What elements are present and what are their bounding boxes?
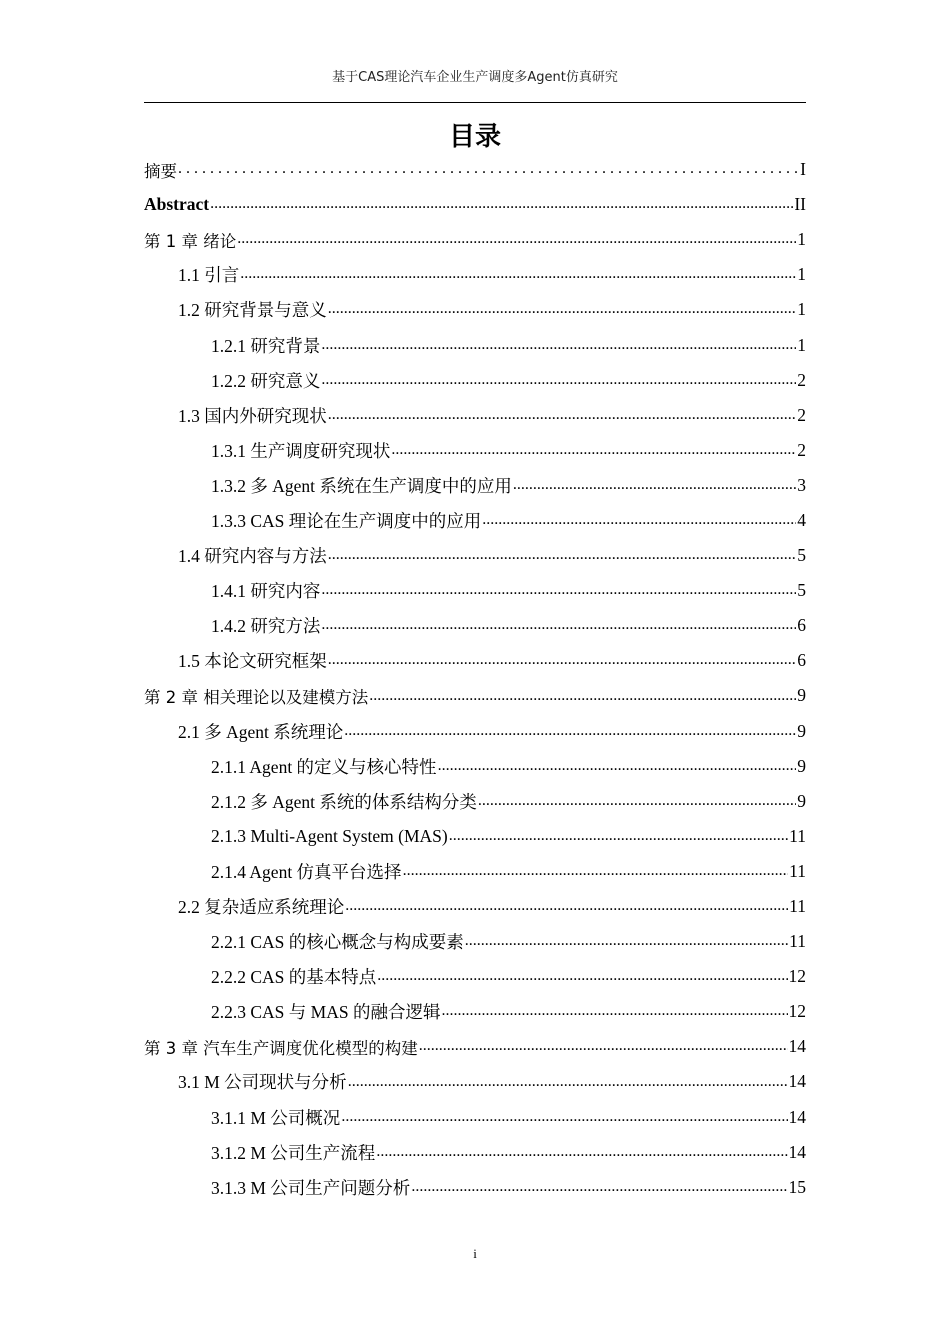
toc-entry-page-number: 11 [789, 896, 806, 917]
toc-entry[interactable] [144, 327, 806, 362]
toc-entry[interactable] [144, 187, 806, 222]
toc-entry[interactable] [144, 152, 806, 187]
toc-entry-page-number: 1 [797, 264, 806, 285]
toc-entry[interactable] [144, 784, 806, 819]
dot-leader [210, 192, 793, 222]
toc-entry-page-number: I [800, 159, 806, 180]
dot-leader [328, 297, 797, 327]
dot-leader [377, 964, 787, 994]
toc-entry-label: 2.1.2 多 Agent 系统的体系结构分类 [211, 791, 477, 812]
toc-entry[interactable] [144, 573, 806, 608]
toc-entry[interactable] [144, 924, 806, 959]
toc-entry[interactable] [144, 819, 806, 854]
dot-leader [411, 1175, 787, 1205]
toc-entry[interactable] [144, 889, 806, 924]
toc-entry-page-number: 1 [797, 299, 806, 320]
toc-entry-page-number: 5 [797, 545, 806, 566]
toc-entry-page-number: 14 [788, 1071, 806, 1092]
toc-entry-label: 3.1.3 M 公司生产问题分析 [211, 1177, 411, 1198]
toc-entry-label: 第 1 章 绪论 [144, 231, 237, 251]
toc-entry[interactable] [144, 1029, 806, 1064]
dot-leader [341, 1105, 787, 1135]
toc-entry-label: 1.5 本论文研究框架 [178, 651, 327, 672]
toc-entry-page-number: 1 [797, 334, 806, 355]
running-header: 基于CAS理论汽车企业生产调度多Agent仿真研究 [332, 70, 618, 85]
toc-entry-page-number: 2 [797, 404, 806, 425]
toc-entry[interactable] [144, 1100, 806, 1135]
toc-entry-label: 1.3.2 多 Agent 系统在生产调度中的应用 [211, 475, 512, 496]
dot-leader [449, 824, 788, 854]
toc-entry-page-number: 2 [797, 439, 806, 460]
dot-leader [240, 262, 796, 292]
dot-leader [478, 789, 796, 819]
toc-entry-label: 2.2.1 CAS 的核心概念与构成要素 [211, 932, 464, 953]
dot-leader [345, 894, 788, 924]
toc-entry-label: 1.4.1 研究内容 [211, 581, 321, 602]
toc-entry-page-number: 12 [788, 1001, 806, 1022]
toc-entry-label: 摘要 [144, 161, 177, 181]
dot-leader [344, 719, 796, 749]
dot-leader [376, 1140, 787, 1170]
toc-entry-label: 3.1.1 M 公司概况 [211, 1107, 341, 1128]
toc-entry-label: 1.3.3 CAS 理论在生产调度中的应用 [211, 510, 482, 531]
toc-entry[interactable] [144, 222, 806, 257]
toc-entry-page-number: 9 [797, 720, 806, 741]
toc-entry-label: 1.3 国内外研究现状 [178, 405, 327, 426]
toc-entry-page-number: 14 [788, 1141, 806, 1162]
toc-entry-label: 3.1 M 公司现状与分析 [178, 1072, 347, 1093]
toc-entry[interactable] [144, 538, 806, 573]
toc-entry-page-number: 14 [788, 1036, 806, 1057]
toc-entry-label: 2.2.3 CAS 与 MAS 的融合逻辑 [211, 1002, 441, 1023]
toc-entry[interactable] [144, 292, 806, 327]
dot-leader [321, 368, 796, 398]
toc-entry[interactable] [144, 1135, 806, 1170]
toc-entry-page-number: 2 [797, 369, 806, 390]
toc-entry-page-number: 6 [797, 615, 806, 636]
dot-leader [328, 648, 797, 678]
toc-entry-label: 2.1 多 Agent 系统理论 [178, 721, 344, 742]
toc-entry[interactable] [144, 503, 806, 538]
toc-entry[interactable] [144, 749, 806, 784]
dot-leader [391, 438, 796, 468]
toc-entry-label: 3.1.2 M 公司生产流程 [211, 1142, 376, 1163]
toc-entry-page-number: 9 [797, 790, 806, 811]
dot-leader [328, 543, 797, 573]
toc-entry-label: 2.1.4 Agent 仿真平台选择 [211, 861, 402, 882]
toc-entry-label: 1.4 研究内容与方法 [178, 546, 327, 567]
toc-entry-page-number: 4 [797, 509, 806, 530]
toc-entry-label: 第 3 章 汽车生产调度优化模型的构建 [144, 1038, 418, 1058]
toc-entry-label: 2.1.3 Multi-Agent System (MAS) [211, 825, 448, 846]
toc-entry[interactable] [144, 433, 806, 468]
dot-leader [438, 754, 797, 784]
toc-entry-label: 1.3.1 生产调度研究现状 [211, 440, 391, 461]
page-number: i [473, 1246, 477, 1261]
toc-entry[interactable] [144, 398, 806, 433]
toc-entry[interactable] [144, 854, 806, 889]
dot-leader [403, 859, 789, 889]
dot-leader [369, 684, 796, 714]
toc-entry-page-number: 12 [788, 966, 806, 987]
header-rule [144, 102, 806, 103]
toc-entry[interactable] [144, 714, 806, 749]
toc-entry[interactable] [144, 257, 806, 292]
toc-entry[interactable] [144, 363, 806, 398]
dot-leader [321, 613, 796, 643]
toc-entry-page-number: 9 [797, 755, 806, 776]
dot-leader [465, 929, 788, 959]
toc-entry-page-number: 14 [788, 1106, 806, 1127]
toc-entry[interactable] [144, 994, 806, 1029]
dot-leader [328, 403, 797, 433]
toc-entry-label: 2.2 复杂适应系统理论 [178, 897, 345, 918]
toc-entry-page-number: II [794, 194, 806, 215]
dot-leader [321, 578, 796, 608]
toc-entry[interactable] [144, 959, 806, 994]
page-title: 目录 [448, 122, 501, 152]
dot-leader [237, 227, 796, 257]
dot-leader [348, 1070, 788, 1100]
toc-entry-label: 1.1 引言 [178, 265, 240, 286]
toc-entry-page-number: 3 [797, 474, 806, 495]
toc-entry-page-number: 5 [797, 580, 806, 601]
toc-entry[interactable] [144, 643, 806, 678]
toc-entry-page-number: 11 [789, 860, 806, 881]
dot-leader [419, 1034, 788, 1064]
dot-leader [513, 473, 796, 503]
toc-entry-label: 1.2 研究背景与意义 [178, 300, 327, 321]
toc-entry[interactable] [144, 678, 806, 713]
dot-leader [178, 157, 799, 187]
table-of-contents [144, 152, 806, 1205]
dot-leader [321, 333, 796, 363]
toc-entry-label: 2.2.2 CAS 的基本特点 [211, 967, 377, 988]
toc-entry[interactable] [144, 1170, 806, 1205]
toc-entry-label: 1.2.2 研究意义 [211, 370, 321, 391]
toc-entry-page-number: 11 [789, 825, 806, 846]
dot-leader [482, 508, 796, 538]
toc-entry-label: Abstract [144, 194, 210, 215]
toc-entry-page-number: 1 [797, 229, 806, 250]
toc-entry-page-number: 6 [797, 650, 806, 671]
toc-entry[interactable] [144, 608, 806, 643]
toc-entry[interactable] [144, 468, 806, 503]
toc-entry-label: 2.1.1 Agent 的定义与核心特性 [211, 756, 437, 777]
toc-entry[interactable] [144, 1064, 806, 1099]
toc-entry-label: 1.4.2 研究方法 [211, 616, 321, 637]
toc-entry-page-number: 11 [789, 931, 806, 952]
toc-entry-label: 第 2 章 相关理论以及建模方法 [144, 687, 369, 707]
toc-entry-page-number: 15 [788, 1176, 806, 1197]
toc-entry-label: 1.2.1 研究背景 [211, 335, 321, 356]
toc-entry-page-number: 9 [797, 685, 806, 706]
dot-leader [441, 999, 787, 1029]
